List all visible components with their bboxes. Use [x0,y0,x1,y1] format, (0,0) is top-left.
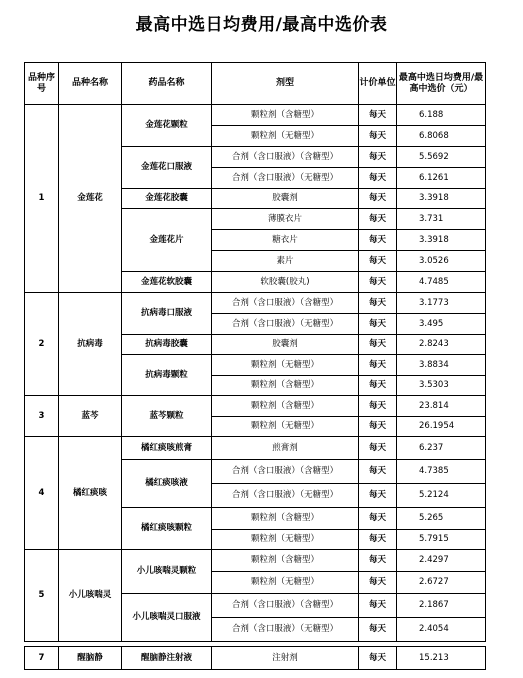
variety-no-cell: 1 [25,105,59,293]
dosage-form-cell: 合剂（含口服液）（含糖型） [212,293,359,314]
pricing-unit-cell: 每天 [359,550,397,572]
pricing-unit-cell: 每天 [359,147,397,168]
dosage-form-cell: 颗粒剂（无糖型） [212,417,359,437]
price-cell: 15.213 [397,647,486,670]
pricing-unit-cell: 每天 [359,168,397,189]
dosage-form-cell: 煎膏剂 [212,437,359,460]
dosage-form-cell: 颗粒剂（无糖型） [212,572,359,594]
pricing-unit-cell: 每天 [359,460,397,484]
pricing-unit-cell: 每天 [359,376,397,396]
price-cell: 6.1261 [397,168,486,189]
dosage-form-cell: 合剂（含口服液）（无糖型） [212,484,359,508]
pricing-unit-cell: 每天 [359,355,397,376]
pricing-unit-cell: 每天 [359,314,397,335]
dosage-form-cell: 合剂（含口服液）（无糖型） [212,168,359,189]
pricing-unit-cell: 每天 [359,230,397,251]
price-cell: 5.7915 [397,530,486,550]
price-cell: 3.1773 [397,293,486,314]
header-drug-name: 药品名称 [122,63,212,105]
dosage-form-cell: 颗粒剂（含糖型） [212,376,359,396]
variety-name-cell: 金莲花 [59,105,122,293]
table-row [25,293,486,314]
variety-no-cell: 3 [25,396,59,437]
variety-no-cell: 4 [25,437,59,550]
pricing-unit-cell: 每天 [359,272,397,293]
price-cell: 5.265 [397,508,486,530]
price-cell: 6.237 [397,437,486,460]
drug-name-cell: 橘红痰咳煎膏 [122,437,212,460]
price-cell: 5.2124 [397,484,486,508]
dosage-form-cell: 合剂（含口服液）（含糖型） [212,147,359,168]
drug-name-cell: 金莲花口服液 [122,147,212,189]
price-cell: 3.731 [397,209,486,230]
price-cell: 3.495 [397,314,486,335]
price-cell: 3.3918 [397,230,486,251]
price-cell: 2.6727 [397,572,486,594]
variety-name-cell: 橘红痰咳 [59,437,122,550]
price-cell: 6.8068 [397,126,486,147]
variety-no-cell: 5 [25,550,59,642]
dosage-form-cell: 合剂（含口服液）（无糖型） [212,618,359,642]
dosage-form-cell: 颗粒剂（含糖型） [212,550,359,572]
variety-name-cell: 抗病毒 [59,293,122,396]
drug-name-cell: 金莲花软胶囊 [122,272,212,293]
dosage-form-cell: 颗粒剂（含糖型） [212,508,359,530]
pricing-unit-cell: 每天 [359,530,397,550]
price-cell: 2.4054 [397,618,486,642]
pricing-unit-cell: 每天 [359,126,397,147]
drug-name-cell: 小儿咳喘灵口服液 [122,594,212,642]
pricing-unit-cell: 每天 [359,335,397,355]
header-variety-name: 品种名称 [59,63,122,105]
price-cell: 5.5692 [397,147,486,168]
price-cell: 2.8243 [397,335,486,355]
pricing-unit-cell: 每天 [359,484,397,508]
drug-name-cell: 蓝芩颗粒 [122,396,212,437]
header-pricing-unit: 计价单位 [359,63,397,105]
variety-name-cell: 蓝芩 [59,396,122,437]
dosage-form-cell: 合剂（含口服液）（含糖型） [212,460,359,484]
drug-name-cell: 抗病毒颗粒 [122,355,212,396]
pricing-unit-cell: 每天 [359,189,397,209]
header-max-price: 最高中选日均费用/最高中选价（元） [397,63,486,105]
price-cell: 3.5303 [397,376,486,396]
drug-name-cell: 金莲花颗粒 [122,105,212,147]
drug-name-cell: 金莲花胶囊 [122,189,212,209]
price-cell: 26.1954 [397,417,486,437]
price-cell: 2.1867 [397,594,486,618]
price-cell: 2.4297 [397,550,486,572]
pricing-unit-cell: 每天 [359,251,397,272]
dosage-form-cell: 颗粒剂（无糖型） [212,126,359,147]
page-title: 最高中选日均费用/最高中选价表 [135,15,388,35]
dosage-form-cell: 糖衣片 [212,230,359,251]
dosage-form-cell: 合剂（含口服液）（无糖型） [212,314,359,335]
dosage-form-cell: 颗粒剂（无糖型） [212,530,359,550]
pricing-unit-cell: 每天 [359,508,397,530]
pricing-unit-cell: 每天 [359,417,397,437]
dosage-form-cell: 合剂（含口服液）（含糖型） [212,594,359,618]
price-table [24,62,486,670]
table-row [25,396,486,417]
header-variety-no: 品种序号 [25,63,59,105]
dosage-form-cell: 颗粒剂（无糖型） [212,355,359,376]
dosage-form-cell: 颗粒剂（含糖型） [212,396,359,417]
price-cell: 6.188 [397,105,486,126]
drug-name-cell: 金莲花片 [122,209,212,272]
header-dosage-form: 剂型 [212,63,359,105]
pricing-unit-cell: 每天 [359,594,397,618]
price-cell: 3.3918 [397,189,486,209]
dosage-form-cell: 注射剂 [212,647,359,670]
dosage-form-cell: 胶囊剂 [212,335,359,355]
table-row [25,437,486,460]
variety-name-cell: 小儿咳喘灵 [59,550,122,642]
drug-name-cell: 抗病毒胶囊 [122,335,212,355]
pricing-unit-cell: 每天 [359,293,397,314]
variety-no-cell: 7 [25,647,59,670]
pricing-unit-cell: 每天 [359,647,397,670]
drug-name-cell: 橘红痰咳液 [122,460,212,508]
dosage-form-cell: 颗粒剂（含糖型） [212,105,359,126]
price-cell: 4.7485 [397,272,486,293]
price-cell: 4.7385 [397,460,486,484]
price-cell: 3.8834 [397,355,486,376]
pricing-unit-cell: 每天 [359,572,397,594]
dosage-form-cell: 胶囊剂 [212,189,359,209]
table-row [25,105,486,126]
drug-name-cell: 醒脑静注射液 [122,647,212,670]
header-row [25,63,486,105]
price-cell: 23.814 [397,396,486,417]
pricing-unit-cell: 每天 [359,618,397,642]
table-row [25,647,486,670]
variety-name-cell: 醒脑静 [59,647,122,670]
dosage-form-cell: 软胶囊(胶丸) [212,272,359,293]
pricing-unit-cell: 每天 [359,105,397,126]
dosage-form-cell: 素片 [212,251,359,272]
pricing-unit-cell: 每天 [359,396,397,417]
pricing-unit-cell: 每天 [359,209,397,230]
drug-name-cell: 小儿咳喘灵颗粒 [122,550,212,594]
drug-name-cell: 抗病毒口服液 [122,293,212,335]
pricing-unit-cell: 每天 [359,437,397,460]
drug-name-cell: 橘红痰咳颗粒 [122,508,212,550]
table-row [25,550,486,572]
price-cell: 3.0526 [397,251,486,272]
dosage-form-cell: 薄膜衣片 [212,209,359,230]
variety-no-cell: 2 [25,293,59,396]
